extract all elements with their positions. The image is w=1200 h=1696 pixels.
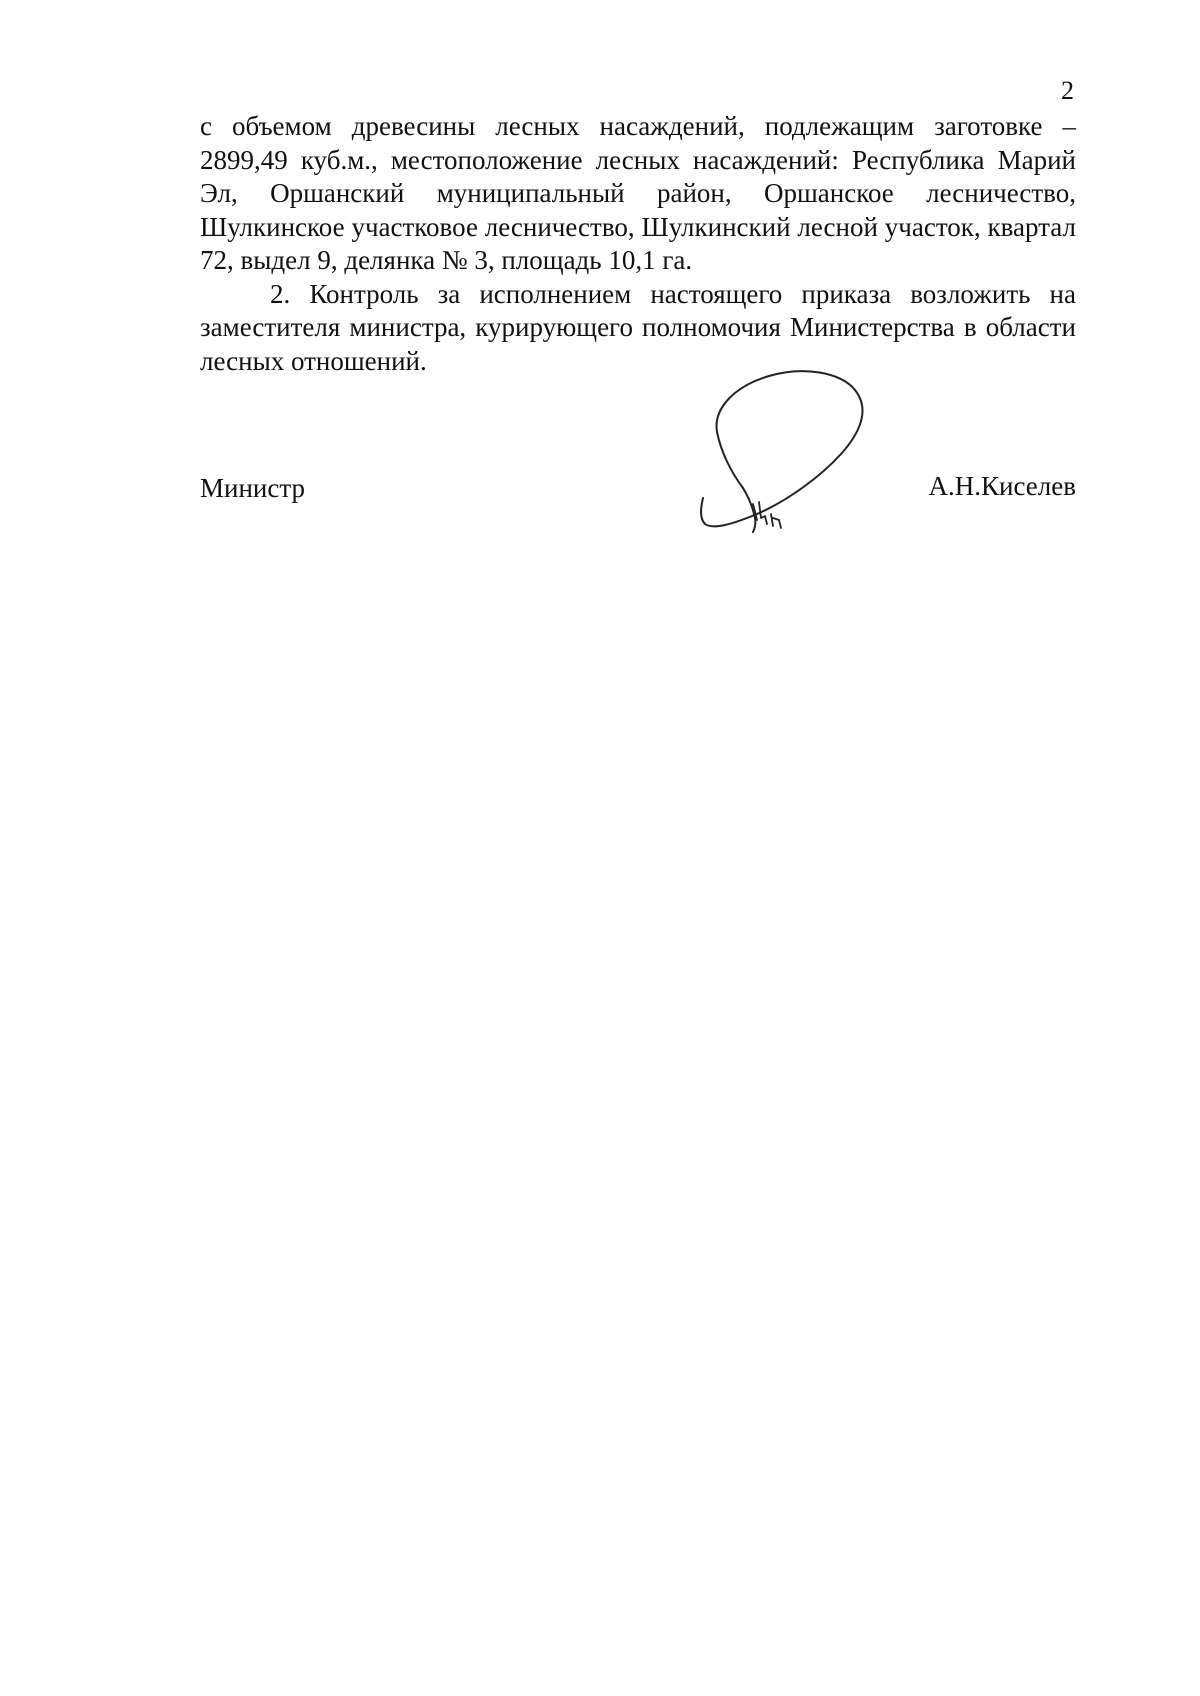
- paragraph-continuation: с объемом древесины лесных насаждений, подлежащим заготовке – 2899,49 куб.м., местоположение лесных насаждений: Республика Марий Эл, Оршанский муниципальный район, Оршанское лесничество, Шулкинское участковое лесничество, Шулкинский лесной участок, квартал 72, выдел 9, делянка № 3, площадь 10,1 га.: [200, 111, 1076, 275]
- signatory-name: А.Н.Киселев: [928, 471, 1076, 501]
- handwritten-signature-icon: [695, 368, 915, 548]
- paragraph-control-clause: 2. Контроль за исполнением настоящего приказа возложить на заместителя министра, курирующего полномочия Министерства в области лесных отношений.: [200, 278, 1076, 376]
- page-number: 2: [1061, 76, 1074, 105]
- document-body: [200, 110, 1076, 378]
- signatory-title: Министр: [200, 473, 305, 503]
